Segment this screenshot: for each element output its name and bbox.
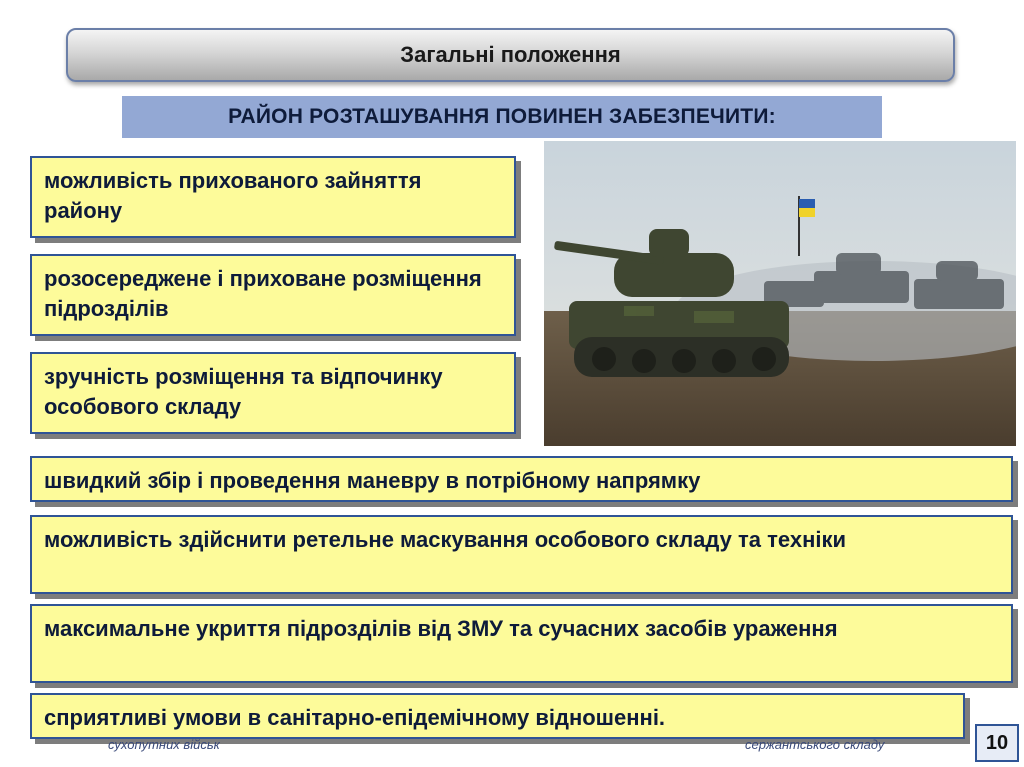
footer-right-text: сержантського складу <box>745 737 885 752</box>
slide-title-bar <box>66 28 955 82</box>
requirement-box-5: можливість здійснити ретельне маскування особового складу та техніки <box>30 515 1013 594</box>
slide-title: Загальні положення <box>400 42 621 67</box>
tanks-column-photo-icon <box>544 141 1016 446</box>
requirement-box-7: сприятливі умови в санітарно-епідемічному відношенні. <box>30 693 965 739</box>
requirement-box-1: можливість прихованого зайняття району <box>30 156 516 238</box>
requirement-box-3: зручність розміщення та відпочинку особового складу <box>30 352 516 434</box>
page-number: 10 <box>975 724 1019 762</box>
tanks-photo <box>544 141 1016 446</box>
requirement-box-4: швидкий збір і проведення маневру в потрібному напрямку <box>30 456 1013 502</box>
slide-subtitle: РАЙОН РОЗТАШУВАННЯ ПОВИНЕН ЗАБЕЗПЕЧИТИ: <box>122 96 882 138</box>
requirement-box-2: розосереджене і приховане розміщення підрозділів <box>30 254 516 336</box>
requirement-box-6: максимальне укриття підрозділів від ЗМУ та сучасних засобів ураження <box>30 604 1013 683</box>
footer-left-text: сухопутних військ <box>108 737 220 752</box>
